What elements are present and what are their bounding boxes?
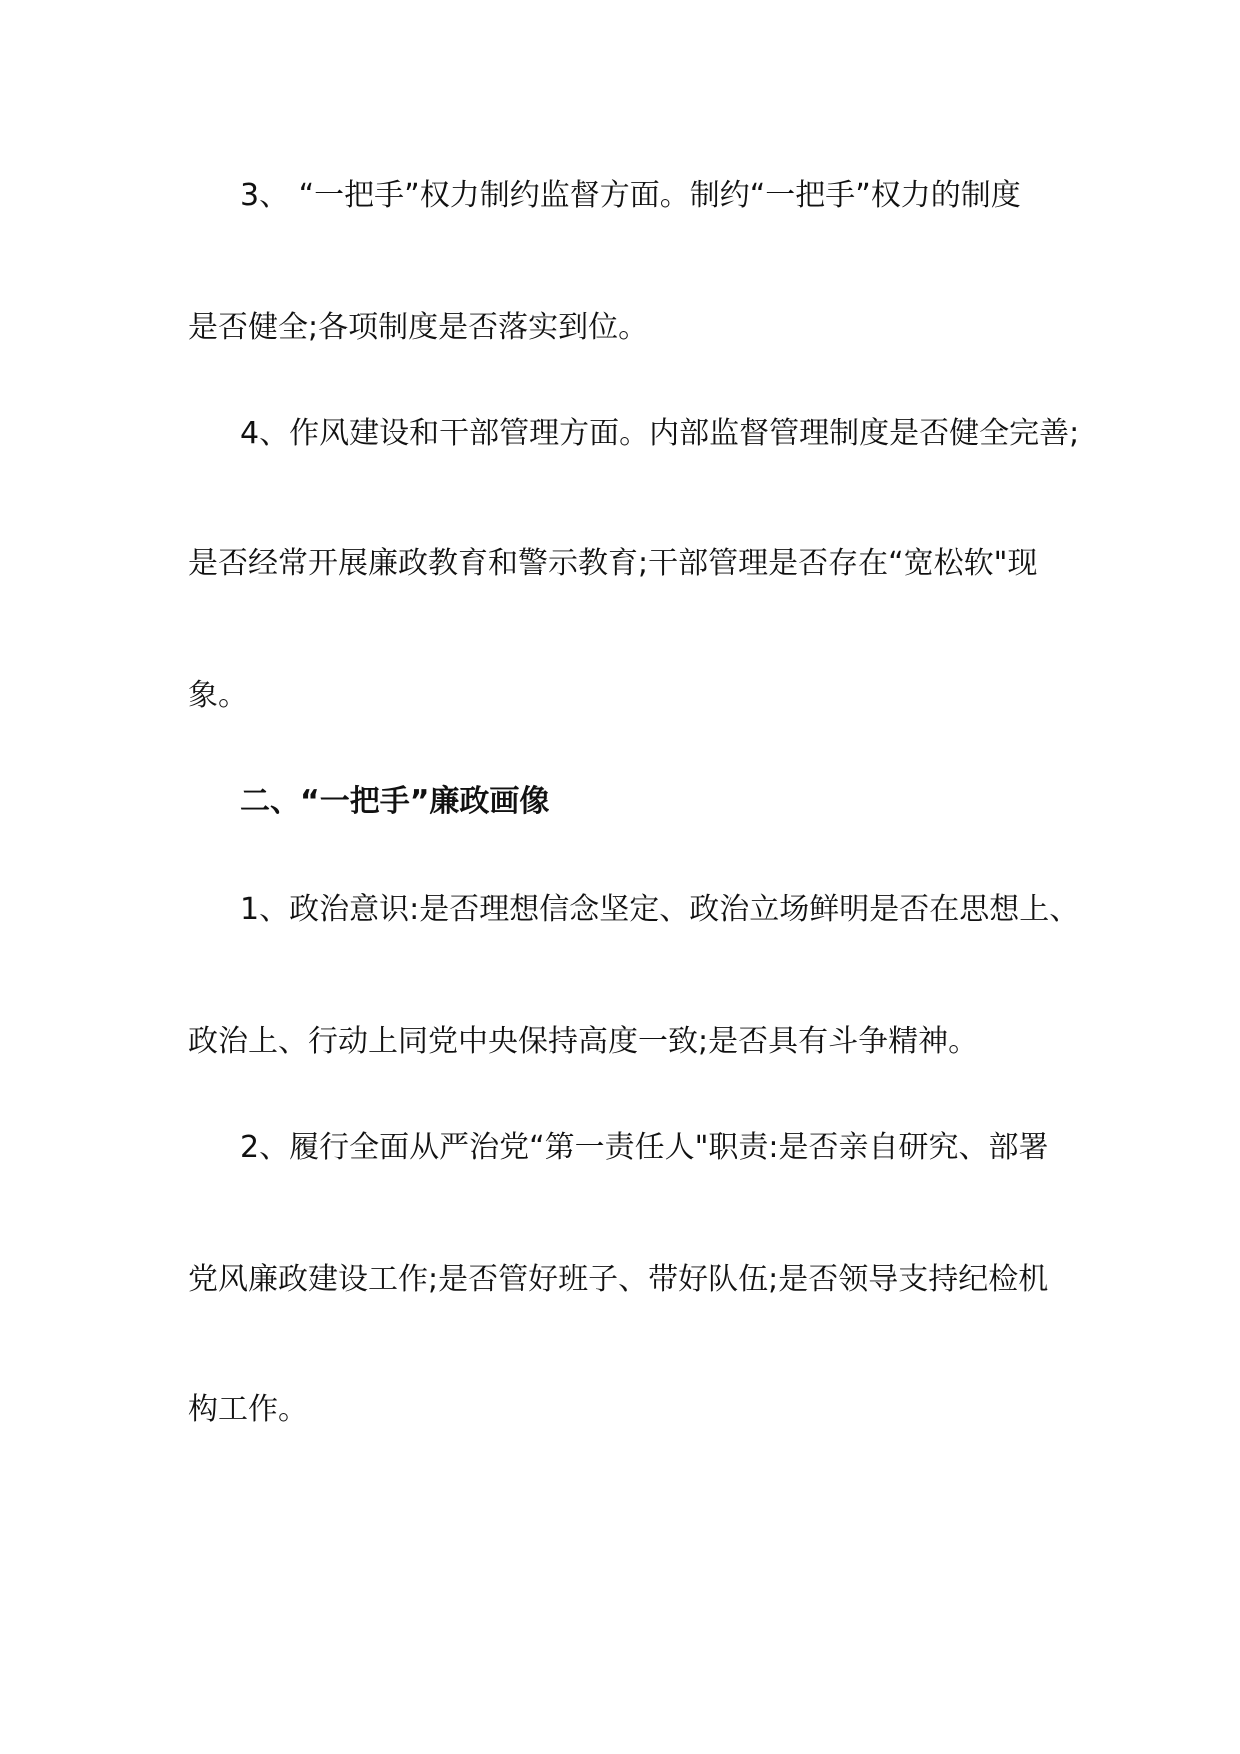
paragraph-2-line-3: 构工作。 [188, 1392, 308, 1427]
paragraph-4-line-2: 是否经常开展廉政教育和警示教育;干部管理是否存在“宽松软"现 [188, 546, 1038, 581]
paragraph-1-line-2: 政治上、行动上同党中央保持高度一致;是否具有斗争精神。 [188, 1024, 979, 1059]
paragraph-4-line-1: 4、作风建设和干部管理方面。内部监督管理制度是否健全完善; [240, 416, 1080, 451]
section-heading: 二、“一把手”廉政画像 [240, 784, 550, 819]
paragraph-3-line-1: 3、 “一把手”权力制约监督方面。制约“一把手”权力的制度 [240, 178, 1021, 213]
paragraph-3-line-2: 是否健全;各项制度是否落实到位。 [188, 310, 649, 345]
paragraph-4-line-3: 象。 [188, 678, 248, 713]
paragraph-2-line-2: 党风廉政建设工作;是否管好班子、带好队伍;是否领导支持纪检机 [188, 1262, 1049, 1297]
paragraph-1-line-1: 1、政治意识:是否理想信念坚定、政治立场鲜明是否在思想上、 [240, 892, 1080, 927]
paragraph-2-line-1: 2、履行全面从严治党“第一责任人"职责:是否亲自研究、部署 [240, 1130, 1049, 1165]
